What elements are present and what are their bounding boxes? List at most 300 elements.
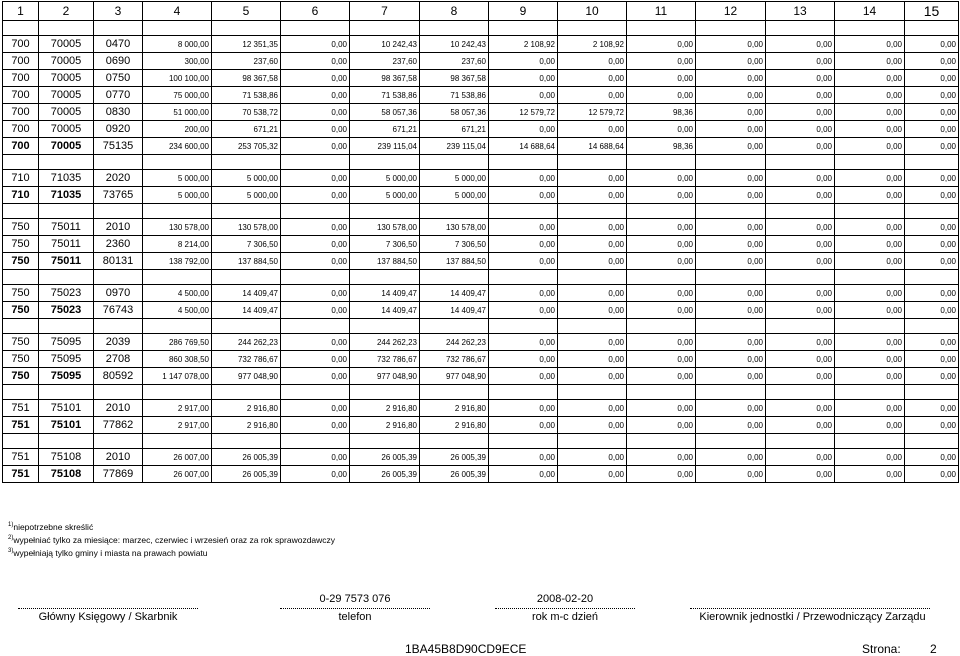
table-cell: 0,00 [281, 449, 350, 466]
table-cell: 14 409,47 [350, 302, 420, 319]
table-cell: 77862 [94, 417, 143, 434]
table-cell: 0,00 [905, 36, 959, 53]
table-cell: 0,00 [766, 138, 835, 155]
table-cell: 2360 [94, 236, 143, 253]
table-cell: 7 306,50 [212, 236, 281, 253]
table-cell: 0,00 [281, 104, 350, 121]
table-cell: 0,00 [766, 121, 835, 138]
header-cell: 6 [281, 2, 350, 21]
table-cell: 7 306,50 [350, 236, 420, 253]
table-cell: 0,00 [489, 466, 558, 483]
table-cell: 300,00 [143, 53, 212, 70]
table-cell: 0,00 [905, 236, 959, 253]
table-cell: 0,00 [281, 351, 350, 368]
table-cell: 0,00 [835, 53, 905, 70]
table-cell: 0,00 [281, 285, 350, 302]
table-cell: 750 [3, 236, 39, 253]
table-cell: 700 [3, 104, 39, 121]
table-cell: 0,00 [766, 53, 835, 70]
table-cell: 0,00 [696, 187, 766, 204]
table-cell: 0920 [94, 121, 143, 138]
header-cell: 3 [94, 2, 143, 21]
table-cell: 8 214,00 [143, 236, 212, 253]
table-cell: 98 367,58 [212, 70, 281, 87]
table-cell: 0,00 [558, 253, 627, 270]
table-cell: 0,00 [281, 368, 350, 385]
table-cell: 751 [3, 449, 39, 466]
table-cell: 0,00 [835, 36, 905, 53]
table-cell: 0,00 [627, 302, 696, 319]
table-cell: 671,21 [212, 121, 281, 138]
table-cell: 0,00 [281, 236, 350, 253]
table-cell: 75023 [39, 302, 94, 319]
table-cell: 0,00 [489, 400, 558, 417]
table-cell: 700 [3, 87, 39, 104]
table-cell: 0,00 [558, 87, 627, 104]
table-cell: 0,00 [766, 302, 835, 319]
table-cell: 751 [3, 417, 39, 434]
table-cell: 75023 [39, 285, 94, 302]
table-cell: 0,00 [696, 449, 766, 466]
table-cell: 0,00 [627, 70, 696, 87]
table-cell: 0,00 [558, 121, 627, 138]
table-cell: 732 786,67 [350, 351, 420, 368]
table-cell: 26 005,39 [212, 449, 281, 466]
table-cell: 0,00 [835, 334, 905, 351]
table-cell: 237,60 [420, 53, 489, 70]
table-cell: 732 786,67 [212, 351, 281, 368]
spacer-row [3, 434, 959, 449]
footnote-mark: 3) [8, 547, 14, 554]
table-cell: 0,00 [696, 104, 766, 121]
table-cell: 2020 [94, 170, 143, 187]
table-cell: 0,00 [905, 466, 959, 483]
table-cell: 671,21 [420, 121, 489, 138]
table-cell: 58 057,36 [420, 104, 489, 121]
table-cell: 0,00 [766, 170, 835, 187]
table-cell: 0,00 [905, 187, 959, 204]
table-cell: 26 005,39 [350, 449, 420, 466]
header-row [3, 2, 959, 21]
table-cell: 0,00 [905, 417, 959, 434]
table-cell: 80592 [94, 368, 143, 385]
table-cell: 0,00 [905, 449, 959, 466]
table-cell: 0,00 [627, 449, 696, 466]
table-cell: 732 786,67 [420, 351, 489, 368]
table-cell: 244 262,23 [420, 334, 489, 351]
table-cell: 710 [3, 187, 39, 204]
table-cell: 0,00 [766, 87, 835, 104]
table-cell: 1 147 078,00 [143, 368, 212, 385]
table-cell: 0,00 [281, 70, 350, 87]
table-cell: 137 884,50 [212, 253, 281, 270]
footnote-text: wypełniają tylko gminy i miasta na prawach powiatu [13, 547, 208, 558]
table-cell: 75095 [39, 351, 94, 368]
table-cell: 0,00 [835, 417, 905, 434]
table-cell: 0,00 [558, 187, 627, 204]
table-cell: 0,00 [281, 36, 350, 53]
table-cell: 80131 [94, 253, 143, 270]
table-cell: 2039 [94, 334, 143, 351]
table-cell: 244 262,23 [212, 334, 281, 351]
table-cell: 0,00 [281, 334, 350, 351]
phone-value: 0-29 7573 076 [319, 593, 391, 605]
table-cell: 0,00 [905, 104, 959, 121]
table-cell: 0,00 [627, 253, 696, 270]
table-cell: 26 005,39 [212, 466, 281, 483]
footnote-mark: 2) [8, 534, 14, 541]
table-cell: 0,00 [835, 253, 905, 270]
table-cell: 14 409,47 [212, 302, 281, 319]
table-cell: 0,00 [696, 400, 766, 417]
table-cell: 75101 [39, 400, 94, 417]
table-cell: 0,00 [281, 187, 350, 204]
table-cell: 0,00 [905, 400, 959, 417]
table-cell: 0,00 [835, 70, 905, 87]
table-cell: 700 [3, 53, 39, 70]
table-cell: 5 000,00 [350, 187, 420, 204]
table-cell: 137 884,50 [350, 253, 420, 270]
report-table [2, 1, 959, 483]
table-cell: 0,00 [558, 285, 627, 302]
table-cell: 0750 [94, 70, 143, 87]
table-cell: 710 [3, 170, 39, 187]
table-cell: 0,00 [696, 53, 766, 70]
table-cell: 0,00 [905, 368, 959, 385]
table-cell: 0,00 [627, 87, 696, 104]
table-cell: 0,00 [766, 449, 835, 466]
table-cell: 0,00 [558, 236, 627, 253]
table-cell: 0830 [94, 104, 143, 121]
table-cell: 2 916,80 [350, 417, 420, 434]
table-cell: 98 367,58 [350, 70, 420, 87]
table-row [3, 236, 959, 253]
table-cell: 0,00 [766, 334, 835, 351]
table-cell: 0970 [94, 285, 143, 302]
table-cell: 7 306,50 [420, 236, 489, 253]
table-cell: 0,00 [696, 138, 766, 155]
table-cell: 71035 [39, 187, 94, 204]
table-row [3, 87, 959, 104]
table-cell: 0,00 [281, 219, 350, 236]
table-cell: 860 308,50 [143, 351, 212, 368]
total-row [3, 253, 959, 270]
table-cell: 12 579,72 [558, 104, 627, 121]
header-cell: 13 [766, 2, 835, 21]
table-cell: 0,00 [627, 334, 696, 351]
table-cell: 0,00 [489, 417, 558, 434]
footnote [8, 533, 335, 546]
table-cell: 0,00 [905, 351, 959, 368]
table-cell: 0,00 [489, 170, 558, 187]
total-row [3, 138, 959, 155]
table-cell: 0,00 [558, 334, 627, 351]
header-cell: 11 [627, 2, 696, 21]
table-cell: 0,00 [489, 187, 558, 204]
table-cell: 0,00 [835, 400, 905, 417]
table-cell: 71 538,86 [420, 87, 489, 104]
header-cell: 1 [3, 2, 39, 21]
table-cell: 0,00 [905, 302, 959, 319]
table-cell: 239 115,04 [350, 138, 420, 155]
table-cell: 8 000,00 [143, 36, 212, 53]
table-cell: 750 [3, 219, 39, 236]
table-row [3, 36, 959, 53]
total-row [3, 417, 959, 434]
table-cell: 0,00 [696, 302, 766, 319]
table-cell: 70005 [39, 121, 94, 138]
table-cell: 71 538,86 [350, 87, 420, 104]
table-cell: 239 115,04 [420, 138, 489, 155]
table-cell: 12 579,72 [489, 104, 558, 121]
table-cell: 75011 [39, 253, 94, 270]
table-cell: 130 578,00 [420, 219, 489, 236]
table-cell: 0,00 [489, 70, 558, 87]
table-cell: 2 917,00 [143, 417, 212, 434]
table-cell: 0,00 [558, 351, 627, 368]
table-cell: 0,00 [835, 104, 905, 121]
table-cell: 5 000,00 [212, 187, 281, 204]
table-cell: 70005 [39, 70, 94, 87]
table-cell: 0,00 [696, 236, 766, 253]
table-cell: 14 688,64 [558, 138, 627, 155]
table-cell: 750 [3, 302, 39, 319]
table-cell: 0,00 [558, 170, 627, 187]
table-cell: 76743 [94, 302, 143, 319]
table-cell: 0,00 [696, 466, 766, 483]
table-cell: 0,00 [489, 302, 558, 319]
table-cell: 0,00 [281, 87, 350, 104]
table-cell: 70005 [39, 53, 94, 70]
table-cell: 130 578,00 [143, 219, 212, 236]
table-cell: 0,00 [766, 187, 835, 204]
table-cell: 2 917,00 [143, 400, 212, 417]
total-row [3, 187, 959, 204]
table-cell: 0,00 [281, 302, 350, 319]
table-cell: 73765 [94, 187, 143, 204]
table-cell: 4 500,00 [143, 302, 212, 319]
table-cell: 0,00 [281, 417, 350, 434]
table-cell: 0,00 [281, 253, 350, 270]
table-cell: 0,00 [766, 285, 835, 302]
footnote-text: wypełniać tylko za miesiące: marzec, czerwiec i wrzesień oraz za rok sprawozdawczy [13, 534, 336, 545]
table-row [3, 104, 959, 121]
table-cell: 0,00 [489, 253, 558, 270]
table-cell: 2010 [94, 400, 143, 417]
table-row [3, 53, 959, 70]
table-cell: 0690 [94, 53, 143, 70]
table-cell: 14 688,64 [489, 138, 558, 155]
table-cell: 14 409,47 [350, 285, 420, 302]
table-cell: 5 000,00 [420, 187, 489, 204]
table-cell: 0,00 [696, 417, 766, 434]
footnote-mark: 1) [8, 522, 14, 528]
table-cell: 51 000,00 [143, 104, 212, 121]
table-cell: 0,00 [627, 466, 696, 483]
table-cell: 0,00 [766, 236, 835, 253]
table-cell: 750 [3, 285, 39, 302]
table-cell: 0770 [94, 87, 143, 104]
table-cell: 75 000,00 [143, 87, 212, 104]
table-cell: 0,00 [835, 236, 905, 253]
table-cell: 0,00 [558, 466, 627, 483]
table-cell: 0,00 [627, 53, 696, 70]
table-cell: 0,00 [835, 285, 905, 302]
table-cell: 0,00 [627, 121, 696, 138]
table-cell: 0,00 [489, 285, 558, 302]
table-cell: 0,00 [489, 334, 558, 351]
table-cell: 0,00 [696, 351, 766, 368]
header-cell: 9 [489, 2, 558, 21]
table-cell: 75095 [39, 368, 94, 385]
table-cell: 0,00 [558, 417, 627, 434]
spacer-row [3, 21, 959, 36]
footnote [8, 520, 335, 533]
table-cell: 0,00 [558, 302, 627, 319]
table-cell: 0,00 [696, 36, 766, 53]
table-row [3, 121, 959, 138]
table-cell: 5 000,00 [350, 170, 420, 187]
label-phone: telefon [338, 611, 372, 623]
header-cell: 10 [558, 2, 627, 21]
spacer-row [3, 204, 959, 219]
table-cell: 0,00 [627, 187, 696, 204]
table-cell: 75108 [39, 466, 94, 483]
table-cell: 14 409,47 [420, 285, 489, 302]
table-cell: 26 005,39 [420, 466, 489, 483]
table-cell: 0,00 [766, 253, 835, 270]
table-cell: 0,00 [696, 70, 766, 87]
total-row [3, 368, 959, 385]
table-cell: 2 108,92 [558, 36, 627, 53]
table-cell: 244 262,23 [350, 334, 420, 351]
table-cell: 750 [3, 351, 39, 368]
table-cell: 0,00 [627, 170, 696, 187]
table-cell: 751 [3, 466, 39, 483]
table-cell: 0,00 [489, 53, 558, 70]
page-label: Strona: [862, 642, 901, 656]
table-cell: 0,00 [835, 351, 905, 368]
table-cell: 0,00 [905, 253, 959, 270]
table-cell: 10 242,43 [350, 36, 420, 53]
table-cell: 286 769,50 [143, 334, 212, 351]
table-cell: 0,00 [558, 219, 627, 236]
table-cell: 98,36 [627, 104, 696, 121]
table-cell: 0,00 [489, 219, 558, 236]
label-chief-accountant: Główny Księgowy / Skarbnik [38, 611, 178, 623]
table-row [3, 351, 959, 368]
table-cell: 58 057,36 [350, 104, 420, 121]
table-cell: 700 [3, 70, 39, 87]
table-cell: 0,00 [835, 466, 905, 483]
table-cell: 70 538,72 [212, 104, 281, 121]
table-cell: 750 [3, 334, 39, 351]
date-value: 2008-02-20 [536, 593, 594, 605]
table-cell: 0,00 [766, 368, 835, 385]
table-cell: 0,00 [627, 400, 696, 417]
table-cell: 0,00 [696, 334, 766, 351]
table-cell: 14 409,47 [420, 302, 489, 319]
table-cell: 2 916,80 [420, 400, 489, 417]
table-row [3, 170, 959, 187]
table-cell: 977 048,90 [350, 368, 420, 385]
table-cell: 0,00 [835, 121, 905, 138]
table-cell: 0,00 [766, 351, 835, 368]
table-cell: 0,00 [905, 121, 959, 138]
table-cell: 750 [3, 253, 39, 270]
table-cell: 671,21 [350, 121, 420, 138]
table-cell: 0,00 [627, 417, 696, 434]
table-cell: 0,00 [835, 187, 905, 204]
table-cell: 5 000,00 [143, 187, 212, 204]
table-row [3, 285, 959, 302]
table-cell: 0,00 [905, 70, 959, 87]
document-code: 1BA45B8D90CD9ECE [405, 642, 527, 656]
table-cell: 0,00 [489, 87, 558, 104]
table-cell: 0,00 [835, 302, 905, 319]
table-cell: 0,00 [696, 368, 766, 385]
table-cell: 0,00 [766, 36, 835, 53]
table-cell: 70005 [39, 138, 94, 155]
table-cell: 2010 [94, 449, 143, 466]
table-cell: 0,00 [627, 36, 696, 53]
table-cell: 10 242,43 [420, 36, 489, 53]
table-cell: 12 351,35 [212, 36, 281, 53]
total-row [3, 302, 959, 319]
spacer-row [3, 319, 959, 334]
table-cell: 0,00 [905, 334, 959, 351]
table-cell: 234 600,00 [143, 138, 212, 155]
footnote-text: niepotrzebne skreślić [13, 521, 94, 532]
table-cell: 977 048,90 [212, 368, 281, 385]
table-row [3, 400, 959, 417]
table-cell: 75011 [39, 219, 94, 236]
header-cell: 2 [39, 2, 94, 21]
table-cell: 237,60 [350, 53, 420, 70]
table-cell: 0,00 [281, 121, 350, 138]
table-cell: 0,00 [766, 400, 835, 417]
table-cell: 977 048,90 [420, 368, 489, 385]
table-cell: 0,00 [627, 236, 696, 253]
table-cell: 2 916,80 [420, 417, 489, 434]
table-row [3, 334, 959, 351]
table-cell: 200,00 [143, 121, 212, 138]
table-cell: 26 007,00 [143, 466, 212, 483]
table-cell: 71035 [39, 170, 94, 187]
table-cell: 0,00 [835, 138, 905, 155]
table-cell: 100 100,00 [143, 70, 212, 87]
table-cell: 0,00 [696, 219, 766, 236]
table-cell: 0470 [94, 36, 143, 53]
table-cell: 98 367,58 [420, 70, 489, 87]
table-cell: 0,00 [489, 351, 558, 368]
table-cell: 5 000,00 [143, 170, 212, 187]
table-cell: 0,00 [627, 219, 696, 236]
table-cell: 0,00 [766, 219, 835, 236]
table-cell: 0,00 [489, 368, 558, 385]
table-cell: 0,00 [281, 466, 350, 483]
table-cell: 0,00 [558, 70, 627, 87]
table-cell: 138 792,00 [143, 253, 212, 270]
total-row [3, 466, 959, 483]
table-cell: 130 578,00 [350, 219, 420, 236]
table-row [3, 219, 959, 236]
table-cell: 14 409,47 [212, 285, 281, 302]
table-cell: 0,00 [766, 70, 835, 87]
table-cell: 0,00 [905, 138, 959, 155]
table-cell: 0,00 [766, 466, 835, 483]
header-cell: 15 [905, 2, 959, 21]
